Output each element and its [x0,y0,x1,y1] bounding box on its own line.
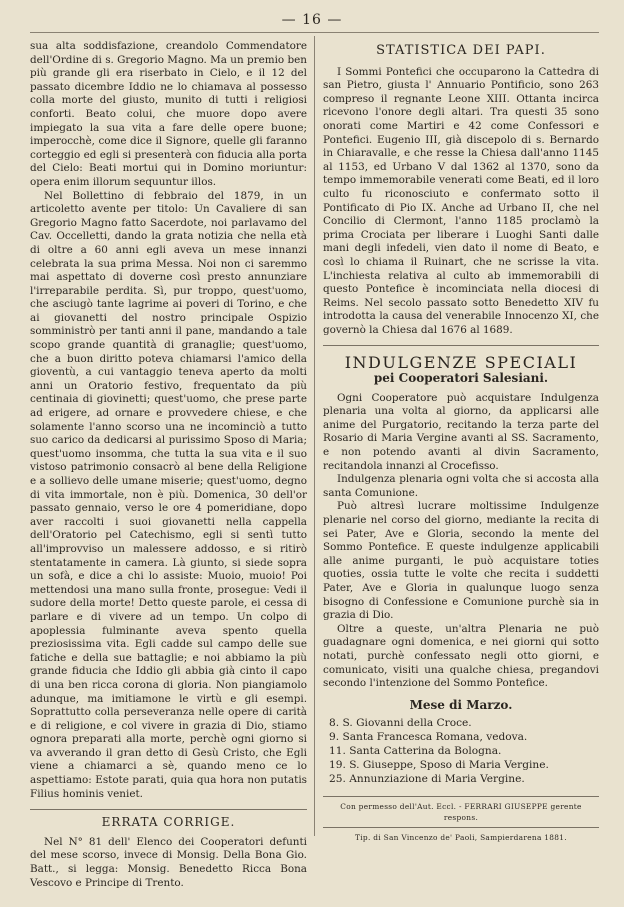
mese-title: Mese di Marzo. [409,697,513,712]
printer-line: Tip. di San Vincenzo de' Paoli, Sampierdarena 1881. [355,833,567,843]
footer-rule [323,796,599,797]
permission-line: Con permesso dell'Aut. Eccl. - FERRARI GIUSEPPE gerente respons. [340,802,582,823]
header-rule [30,32,599,33]
errata-title: ERRATA CORRIGE. [101,815,236,830]
section-rule [323,345,599,346]
section-rule [30,809,307,810]
indulgenze-title: INDULGENZE SPECIALI [344,353,578,373]
statistica-text: I Sommi Pontefici che occuparono la Cattedra di san Pietro, giusta l' Annuario Pontificio, sono 263 compreso il regnante Leone XIII. Ottanta incirca ricevono l'onore degli altari. Tra questi 35 sono onorati come Martiri e 42 come Confessori e Pontefici. Eugenio III, già discepolo di s. Bernardo in Chiaravalle, e che resse la Chiesa dall'anno 1145 al 1153, ed Urbano V dal 1362 al 1370, sono da tempo immemorabile venerati come Beati, ed il loro culto fu riconosciuto e confermato sotto il Pontificato di Pio IX. Anche ad Urbano II, che nel Concilio di Clermont, l'anno 1185 proclamò la prima Crociata per liberare i Luoghi Santi dalle mani degli infedeli, vien dato il nome di Beato, e così lo chiama il Ruinart, che ne scrisse la vita. L'inchiesta relativa al culto ab immemorabili di questo Pontefice è incominciata nella diocesi di Reims. Nel secolo passato sotto Benedetto XIV fu introdotta la causa del venerabile Innocenzo XI, che governò la Chiesa dal 1676 al 1689. [323,65,599,336]
page-number: — 16 — [281,12,343,28]
footer-rule [323,827,599,828]
list-item: 19. S. Giuseppe, Sposo di Maria Vergine. [329,759,549,772]
list-item: 8. S. Giovanni della Croce. [329,717,472,730]
indulgenze-paragraph-3: Può altresì lucrare moltissime Indulgenze plenarie nel corso del giorno, mediante la recita di sei Pater, Ave e Gloria, secondo la mente del Sommo Pontefice. E queste indulgenze applicabili alle anime purganti, le può acquistare toties quoties, ossia tutte le volte che recita i suddetti Pater, Ave e Gloria in qualunque luogo senza bisogno di Confessione e Comunione purchè sia in grazia di Dio. [323,500,599,622]
obituary-paragraph-1: sua alta soddisfazione, creandolo Commendatore dell'Ordine di s. Gregorio Magno. Ma un premio ben più grande gli era riserbato in Cielo, e il 12 del passato dicembre Iddio ne lo chiamava al possesso colla morte del giusto, munito di tutti i religiosi conforti. Beato colui, che muore dopo avere impiegato la sua vita a fare delle opere buone; imperocchè, come dice il Signore, quelle gli faranno corteggio ed egli si presenterà con fiducia alla porta del Cielo: Beati mortui qui in Domino moriuntur: opera enim illorum sequuntur illos. [30,40,307,188]
indulgenze-paragraph-2: Indulgenza plenaria ogni volta che si accosta alla santa Comunione. [323,473,599,499]
column-divider [314,36,315,836]
indulgenze-paragraph-1: Ogni Cooperatore può acquistare Indulgenza plenaria una volta al giorno, da applicarsi alle anime del Purgatorio, recitando la terza parte del Rosario di Maria Vergine avanti al SS. Sacramento, e non potendo avanti al divin Sacramento, recitandola innanzi al Crocefisso. [323,391,599,472]
list-item: 9. Santa Francesca Romana, vedova. [329,731,528,744]
errata-text: Nel N° 81 dell' Elenco dei Cooperatori defunti del mese scorso, invece di Monsig. Della Bona Gio. Batt., si legga: Monsig. Benedetto Ricca Bona Vescovo e Principe di Trento. [30,835,307,889]
feast-list [323,716,599,786]
indulgenze-paragraph-4: Oltre a queste, un'altra Plenaria ne può guadagnare ogni domenica, e nei giorni qui sotto notati, purchè confessato negli otto giorni, e comunicato, visiti una qualche chiesa, pregandovi secondo l'intenzione del Sommo Pontefice. [323,622,599,690]
indulgenze-subtitle: pei Cooperatori Salesiani. [373,371,549,386]
statistica-title: STATISTICA DEI PAPI. [376,43,546,58]
list-item: 11. Santa Catterina da Bologna. [329,745,502,758]
right-column [323,40,599,843]
list-item: 25. Annunziazione di Maria Vergine. [329,773,525,786]
obituary-paragraph-2: Nel Bollettino di febbraio del 1879, in un articoletto avente per titolo: Un Cavaliere di san Gregorio Magno fatto Sacerdote, noi parlavamo del Cav. Occelletti, dando la grata notizia che nella età di oltre a 60 anni egli aveva un mese innanzi celebrata la sua prima Messa. Noi non ci saremmo mai aspettato di doverne così presto annunziare l'irreparabile perdita. Sì, pur troppo, quest'uomo, che asciugò tante lagrime ai poveri di Torino, e che ai giovanetti del nostro principale Ospizio somministrò per tanti anni il pane, mandando a tale scopo grande quantità di granaglie; quest'uomo, che a buon diritto poteva chiamarsi l'amico della gioventù, a cui vantaggio teneva aperto da molti anni un Oratorio festivo, frequentato da più centinaia di giovinetti; quest'uomo, che prese parte ad erigere, ad ornare e provvedere chiese, e che solamente l'anno scorso una ne incominciò a tutto suo carico da dedicarsi al purissimo Sposo di Maria; quest'uomo insomma, che tutta la sua vita e il suo vistoso patrimonio consacrò al bene della Religione e a sollievo delle umane miserie; quest'uomo, degno di vita immortale, non è più. Domenica, 30 dell'or passato gennaio, verso le ore 4 pomeridiane, dopo aver raccolti i suoi giovanetti nella cappella dell'Oratorio pel Catechismo, egli si sentì tutto all'improvviso un malessere addosso, e si ritirò stentatamente in camera. Là giunto, si siede sopra un sofà, e dice a chi lo assiste: Muoio, muoio! Poi mettendosi una mano sulla fronte, prosegue: Vedi il sudore della morte! Detto queste parole, ei cessa di parlare e di vivere ad un tempo. Un colpo di apoplessia fulminante aveva spento quella preziosissima vita. Egli cadde sul campo delle sue fatiche e della sue battaglie; e noi abbiamo la più grande fiducia che Iddio gli abbia già cinto il capo di una ben ricca corona di gloria. Non piangiamolo adunque, ma imitiamone le virtù e gli esempi. Soprattutto colla perseveranza nelle opere di carità e di religione, e col vivere in grazia di Dio, stiamo ognora preparati alla morte, perchè ogni giorno si va avverando il gran detto di Gesù Cristo, che Egli viene a chiamarci a sè, quando meno ce lo aspettiamo: Estote parati, quia qua hora non putatis Filius hominis veniet. [30,189,307,800]
left-column [30,40,307,890]
